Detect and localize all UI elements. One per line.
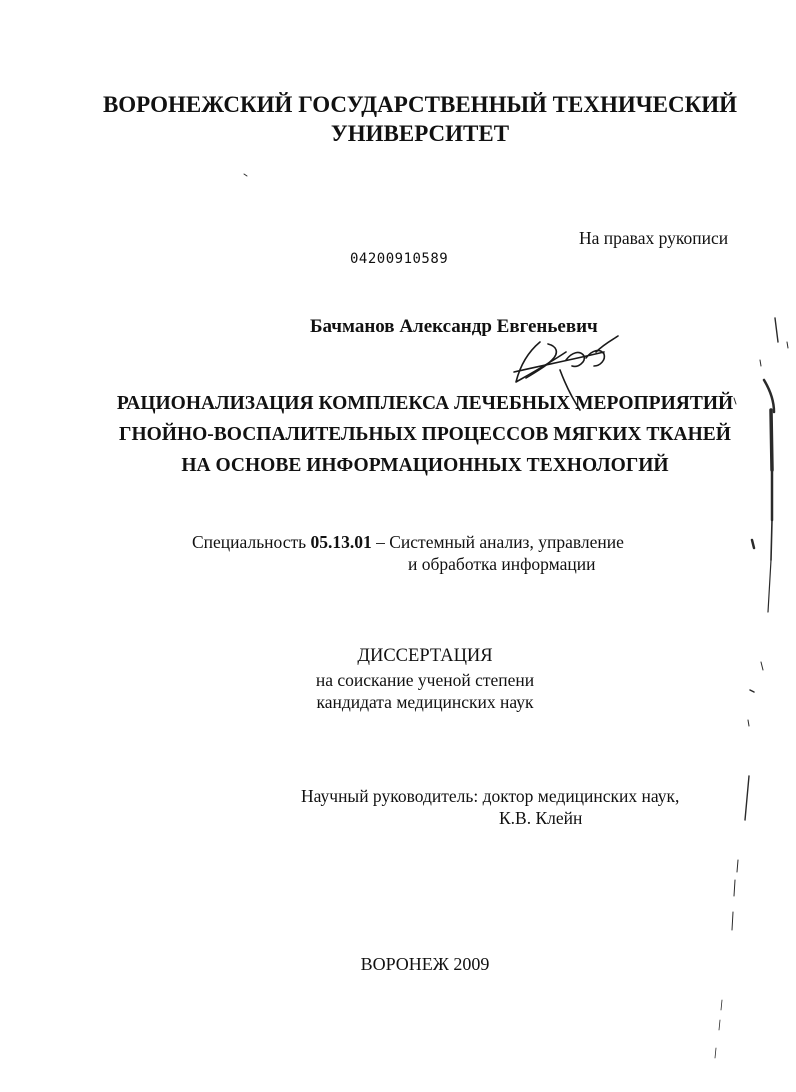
city-year: ВОРОНЕЖ 2009 [360, 954, 490, 974]
author-name: Бачманов Александр Евгеньевич [310, 316, 598, 337]
rights-note: На правах рукописи [579, 228, 729, 248]
specialty-suffix: – Системный анализ, управление [371, 532, 624, 552]
degree-line-1: на соискание ученой степени [315, 670, 535, 690]
supervisor-line-2: К.В. Клейн [499, 808, 583, 828]
specialty-line-2: и обработка информации [408, 554, 596, 574]
university-line-2: УНИВЕРСИТЕТ [330, 121, 510, 146]
specialty-code: 05.13.01 [310, 532, 372, 552]
supervisor-line-1: Научный руководитель: доктор медицинских наук, [301, 786, 680, 806]
title-line-1: РАЦИОНАЛИЗАЦИЯ КОМПЛЕКСА ЛЕЧЕБНЫХ МЕРОПРИЯТИЙ [116, 393, 734, 414]
title-line-3: НА ОСНОВЕ ИНФОРМАЦИОННЫХ ТЕХНОЛОГИЙ [181, 455, 669, 476]
university-line-1: ВОРОНЕЖСКИЙ ГОСУДАРСТВЕННЫЙ ТЕХНИЧЕСКИЙ [102, 92, 738, 117]
work-type: ДИССЕРТАЦИЯ [357, 646, 493, 666]
degree-line-2: кандидата медицинских наук [316, 692, 534, 712]
title-line-2: ГНОЙНО-ВОСПАЛИТЕЛЬНЫХ ПРОЦЕССОВ МЯГКИХ ТКАНЕЙ [119, 424, 731, 445]
registration-code: 04200910589 [350, 251, 449, 267]
specialty-prefix: Специальность [192, 532, 311, 552]
